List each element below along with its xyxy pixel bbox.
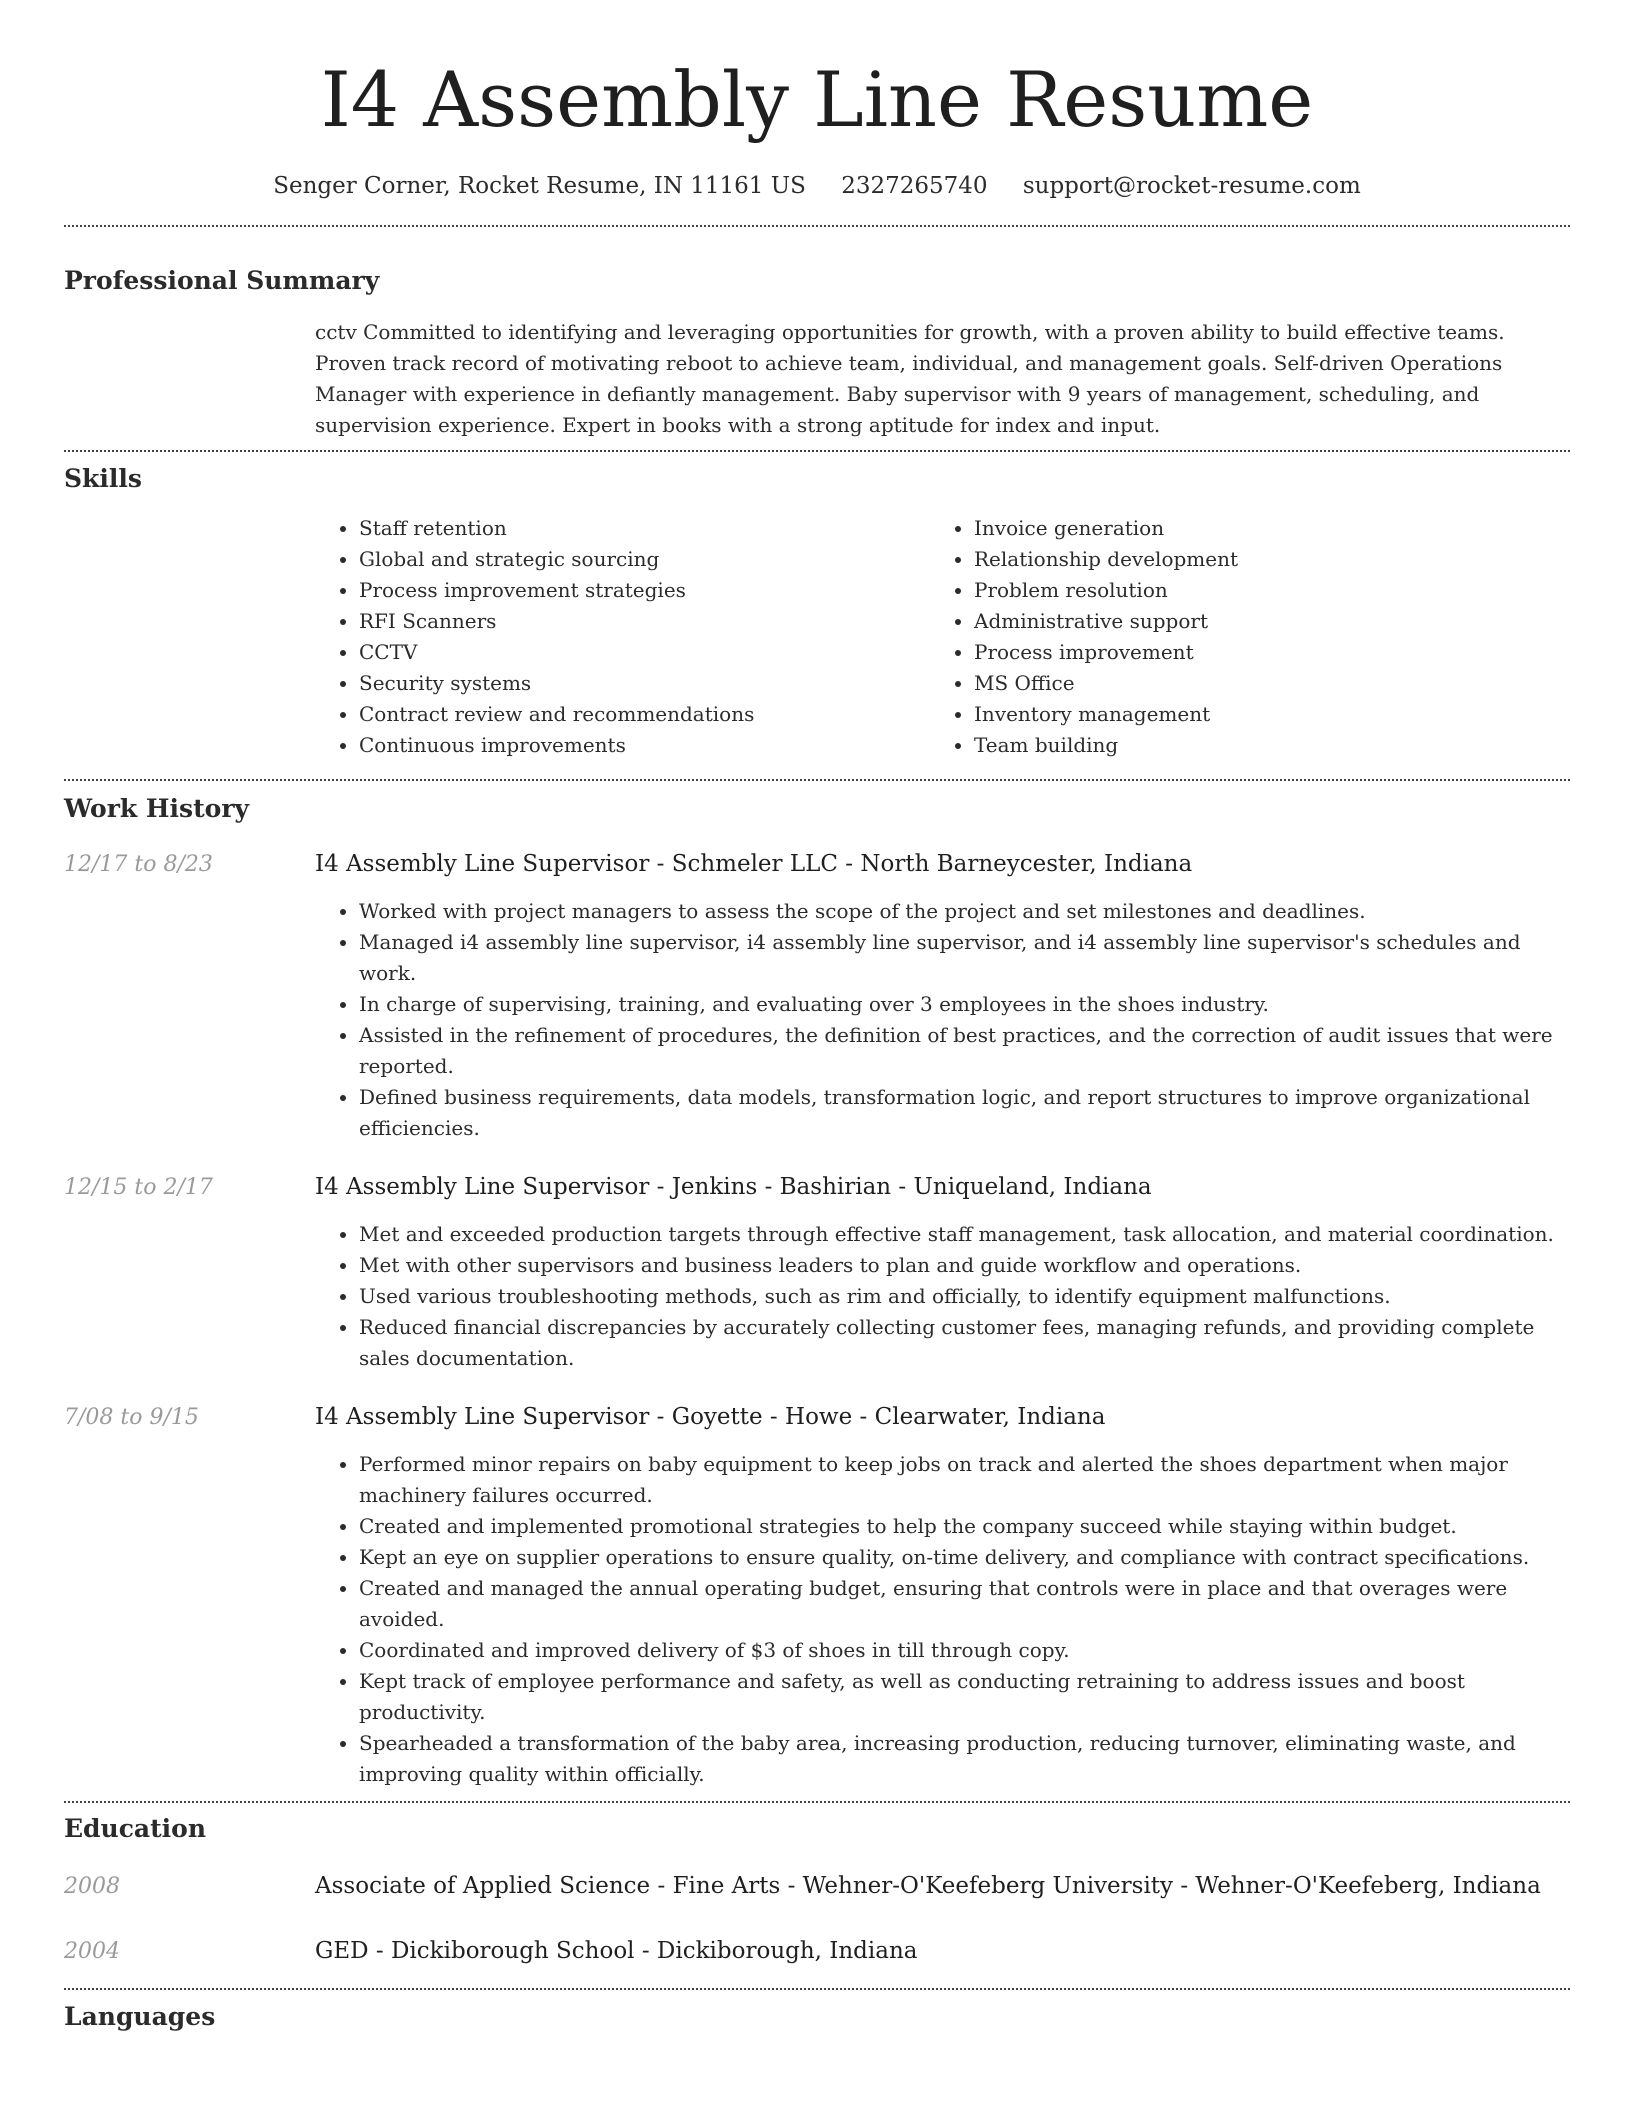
skills-list [315, 513, 1570, 761]
skills-section [64, 463, 1570, 761]
job-bullet: • In charge of supervising, training, and evaluating over 3 employees in the shoes industry. [359, 989, 1570, 1020]
skill-item: • Relationship development [974, 544, 1545, 575]
job-bullets [315, 1219, 1570, 1374]
skill-item: • CCTV [359, 637, 930, 668]
divider [64, 1801, 1570, 1803]
job-entry [64, 1172, 1570, 1374]
education-heading: Education [64, 1814, 207, 1843]
job-bullet: • Created and managed the annual operating budget, ensuring that controls were in place and that overages were avoided. [359, 1573, 1570, 1635]
languages-heading: Languages [64, 2002, 216, 2031]
page-title: I4 Assembly Line Resume [320, 55, 1314, 144]
job-list [64, 849, 1570, 1790]
job-bullet: • Used various troubleshooting methods, such as rim and officially, to identify equipment malfunctions. [359, 1281, 1570, 1312]
skill-item: • Inventory management [974, 699, 1545, 730]
work-heading: Work History [64, 794, 250, 823]
divider [64, 1988, 1570, 1990]
job-title: I4 Assembly Line Supervisor - Schmeler LLC - North Barneycester, Indiana [315, 851, 1193, 877]
job-bullet: • Performed minor repairs on baby equipment to keep jobs on track and alerted the shoes department when major machinery failures occurred. [359, 1449, 1570, 1511]
skill-item: • Staff retention [359, 513, 930, 544]
skill-item: • Process improvement [974, 637, 1545, 668]
summary-text: cctv Committed to identifying and leveraging opportunities for growth, with a proven ability to build effective teams. Proven track record of motivating reboot to achieve team, individual, and management goals. Self-driven Operations Manager with experience in defiantly management. Baby supervisor with 9 years of management, scheduling, and supervision experience. Expert in books with a strong aptitude for index and input. [315, 320, 1505, 437]
education-entry [64, 1871, 1570, 1902]
resume-page [64, 0, 1570, 2033]
job-bullet: • Spearheaded a transformation of the baby area, increasing production, reducing turnover, eliminating waste, and improving quality within officially. [359, 1728, 1570, 1790]
divider [64, 779, 1570, 781]
skill-item: • Administrative support [974, 606, 1545, 637]
skill-item: • Problem resolution [974, 575, 1545, 606]
job-bullet: • Managed i4 assembly line supervisor, i4 assembly line supervisor, and i4 assembly line supervisor's schedules and work. [359, 927, 1570, 989]
contact-phone: 2327265740 [841, 173, 988, 199]
skill-item: • Continuous improvements [359, 730, 930, 761]
work-section [64, 793, 1570, 1790]
job-bullet: • Created and implemented promotional strategies to help the company succeed while staying within budget. [359, 1511, 1570, 1542]
skill-item: • Invoice generation [974, 513, 1545, 544]
education-list [64, 1871, 1570, 1967]
languages-section [64, 2001, 1570, 2033]
education-entry [64, 1936, 1570, 1967]
contact-address: Senger Corner, Rocket Resume, IN 11161 US [273, 173, 806, 199]
job-bullet: • Reduced financial discrepancies by accurately collecting customer fees, managing refunds, and providing complete sales documentation. [359, 1312, 1570, 1374]
education-section [64, 1813, 1570, 1967]
divider [64, 450, 1570, 452]
job-bullet: • Met and exceeded production targets through effective staff management, task allocation, and material coordination. [359, 1219, 1570, 1250]
job-bullet: • Kept an eye on supplier operations to ensure quality, on-time delivery, and compliance with contract specifications. [359, 1542, 1570, 1573]
skill-item: • Process improvement strategies [359, 575, 930, 606]
job-bullet: • Coordinated and improved delivery of $3 of shoes in till through copy. [359, 1635, 1570, 1666]
job-dates: 12/17 to 8/23 [64, 852, 213, 877]
education-detail: GED - Dickiborough School - Dickiborough, Indiana [315, 1938, 918, 1964]
education-year: 2004 [64, 1939, 120, 1964]
job-bullet: • Defined business requirements, data models, transformation logic, and report structures to improve organizational efficiencies. [359, 1082, 1570, 1144]
job-bullet: • Worked with project managers to assess the scope of the project and set milestones and deadlines. [359, 896, 1570, 927]
job-bullets [315, 896, 1570, 1144]
skills-heading: Skills [64, 464, 142, 493]
job-bullet: • Kept track of employee performance and safety, as well as conducting retraining to address issues and boost productivity. [359, 1666, 1570, 1728]
job-title: I4 Assembly Line Supervisor - Goyette - Howe - Clearwater, Indiana [315, 1404, 1106, 1430]
job-header [64, 1402, 1570, 1433]
job-title: I4 Assembly Line Supervisor - Jenkins - Bashirian - Uniqueland, Indiana [315, 1174, 1152, 1200]
skill-item: • Global and strategic sourcing [359, 544, 930, 575]
summary-heading: Professional Summary [64, 266, 380, 295]
education-year: 2008 [64, 1874, 120, 1899]
job-bullet: • Assisted in the refinement of procedures, the definition of best practices, and the correction of audit issues that were reported. [359, 1020, 1570, 1082]
job-entry [64, 1402, 1570, 1790]
job-header [64, 1172, 1570, 1203]
job-dates: 12/15 to 2/17 [64, 1175, 213, 1200]
job-entry [64, 849, 1570, 1144]
summary-section [64, 265, 1570, 441]
skills-column-left [315, 513, 930, 761]
contact-email: support@rocket-resume.com [1022, 173, 1361, 199]
skill-item: • MS Office [974, 668, 1545, 699]
skill-item: • Security systems [359, 668, 930, 699]
education-detail: Associate of Applied Science - Fine Arts - Wehner-O'Keefeberg University - Wehner-O'Keefeberg, Indiana [315, 1873, 1541, 1899]
job-header [64, 849, 1570, 880]
job-bullet: • Met with other supervisors and business leaders to plan and guide workflow and operations. [359, 1250, 1570, 1281]
skills-column-right [930, 513, 1545, 761]
contact-line [64, 171, 1570, 201]
skill-item: • Contract review and recommendations [359, 699, 930, 730]
skill-item: • Team building [974, 730, 1545, 761]
skill-item: • RFI Scanners [359, 606, 930, 637]
divider [64, 225, 1570, 227]
job-bullets [315, 1449, 1570, 1790]
job-dates: 7/08 to 9/15 [64, 1405, 199, 1430]
